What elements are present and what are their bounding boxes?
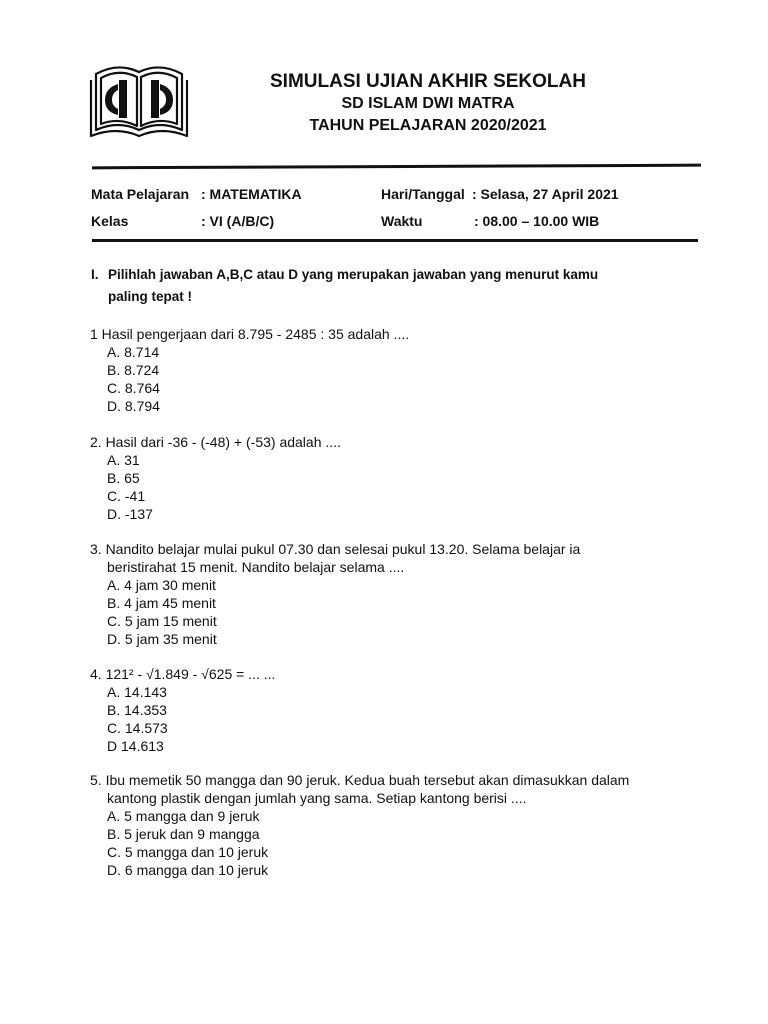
option-d: D. -137 [107,506,153,522]
subject-label: Mata Pelajaran [91,186,190,202]
class-label: Kelas [91,213,129,229]
question-text: 3. Nandito belajar mulai pukul 07.30 dan selesai pukul 13.20. Selama belajar ia [90,541,581,557]
instruction-number: I. [91,267,99,282]
school-logo-icon [88,60,190,142]
option-d: D. 5 jam 35 menit [107,631,217,647]
date-value: : Selasa, 27 April 2021 [472,186,619,202]
option-a: A. 4 jam 30 menit [107,577,216,593]
subject-value: : MATEMATIKA [201,186,302,202]
option-d: D 14.613 [107,738,164,754]
option-c: C. 8.764 [107,380,160,396]
question-1 [90,325,409,415]
option-a: A. 31 [107,452,140,468]
question-text: 4. 121² - √1.849 - √625 = ... ... [90,666,276,682]
question-text-continued: kantong plastik dengan jumlah yang sama. Setiap kantong berisi .... [107,790,527,806]
question-text-continued: beristirahat 15 menit. Nandito belajar selama .... [107,559,405,575]
option-b: B. 14.353 [107,702,167,718]
instruction-text-continued: paling tepat ! [108,289,192,304]
question-3 [90,540,580,648]
option-b: B. 4 jam 45 menit [107,595,216,611]
option-d: D. 8.794 [107,398,160,414]
question-4 [90,665,275,755]
school-name: SD ISLAM DWI MATRA [341,95,515,112]
exam-title: SIMULASI UJIAN AKHIR SEKOLAH [270,71,586,92]
time-label: Waktu [381,213,423,229]
option-b: B. 5 jeruk dan 9 mangga [107,826,260,842]
time-value: : 08.00 – 10.00 WIB [474,213,600,229]
question-text: 5. Ibu memetik 50 mangga dan 90 jeruk. Kedua buah tersebut akan dimasukkan dalam [90,772,630,788]
option-b: B. 8.724 [107,362,160,378]
option-a: A. 8.714 [107,344,160,360]
date-label: Hari/Tanggal [381,186,465,202]
option-b: B. 65 [107,470,140,486]
option-c: C. 14.573 [107,720,168,736]
academic-year: TAHUN PELAJARAN 2020/2021 [309,117,547,134]
option-c: C. -41 [107,488,146,504]
info-divider [92,239,698,242]
question-5 [90,771,629,879]
option-c: C. 5 mangga dan 10 jeruk [107,844,269,860]
option-c: C. 5 jam 15 menit [107,613,217,629]
class-value: : VI (A/B/C) [201,213,275,229]
option-d: D. 6 mangga dan 10 jeruk [107,862,269,878]
question-text: 2. Hasil dari -36 - (-48) + (-53) adalah .... [90,434,341,450]
question-2 [90,433,341,523]
option-a: A. 14.143 [107,684,167,700]
option-a: A. 5 mangga dan 9 jeruk [107,808,260,824]
header-divider [92,164,701,170]
question-text: 1 Hasil pengerjaan dari 8.795 - 2485 : 35 adalah .... [90,326,410,342]
instruction-text: Pilihlah jawaban A,B,C atau D yang merupakan jawaban yang menurut kamu [108,267,599,282]
